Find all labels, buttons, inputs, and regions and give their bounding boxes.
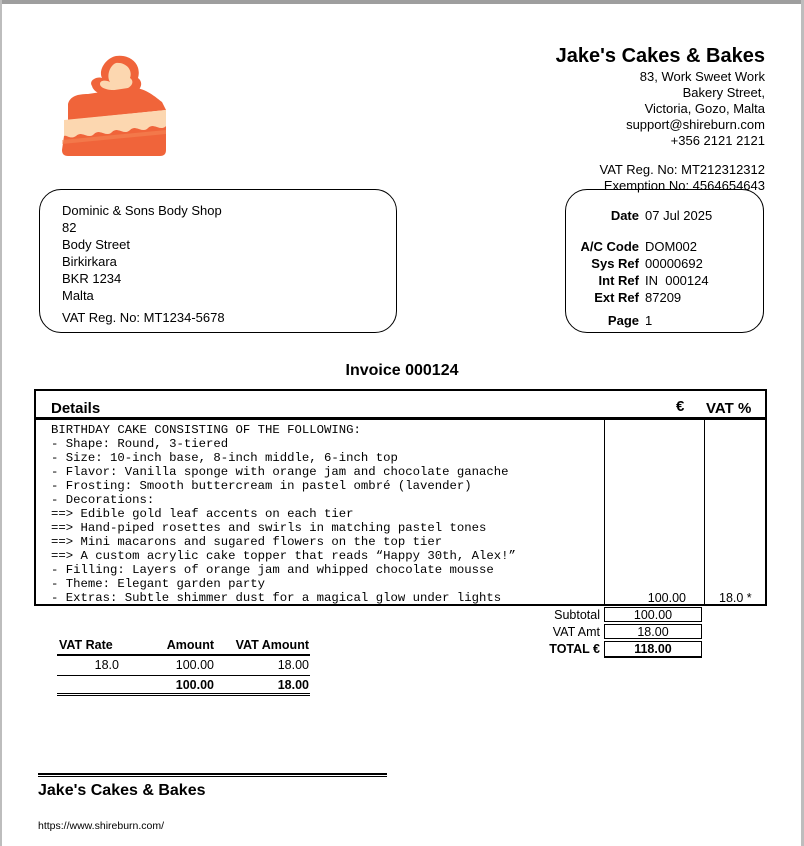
invoice-reference-box <box>565 189 764 333</box>
column-divider <box>704 420 705 606</box>
vat-summary-header: VAT Amount <box>235 638 309 652</box>
window-left-border <box>0 0 2 846</box>
company-phone: +356 2121 2121 <box>670 133 765 148</box>
customer-vat-reg: VAT Reg. No: MT1234-5678 <box>62 310 225 325</box>
ref-ext-ref-label: Ext Ref <box>594 290 639 305</box>
ref-date-label: Date <box>610 208 639 223</box>
column-divider <box>604 420 605 606</box>
customer-address-line: Malta <box>62 288 94 303</box>
vat-summary-amount: 100.00 <box>175 658 214 672</box>
company-header <box>556 44 765 194</box>
customer-address-line: Birkirkara <box>62 254 117 269</box>
vat-amt-value: 18.00 <box>604 624 702 639</box>
company-email: support@shireburn.com <box>626 117 765 132</box>
ref-ext-ref-value: 87209 <box>645 290 682 305</box>
company-address-line: Victoria, Gozo, Malta <box>644 101 765 116</box>
customer-address-box <box>39 189 397 333</box>
footer-company-name: Jake's Cakes & Bakes <box>38 782 206 799</box>
line-item-amount: 100.00 <box>647 591 686 605</box>
vat-summary-total-amount: 100.00 <box>175 678 214 692</box>
customer-address-line: 82 <box>62 220 77 235</box>
subtotal-label: Subtotal <box>554 608 600 622</box>
company-name: Jake's Cakes & Bakes <box>555 45 765 67</box>
ref-sys-ref-label: Sys Ref <box>591 256 639 271</box>
ref-int-ref-value: IN 000124 <box>645 273 709 288</box>
vat-summary-total-vat: 18.00 <box>277 678 309 692</box>
header-details: Details <box>51 400 101 417</box>
divider <box>57 693 310 696</box>
vat-summary-header: Amount <box>166 638 214 652</box>
ref-sys-ref-value: 00000692 <box>645 256 703 271</box>
company-vat-reg: VAT Reg. No: MT212312312 <box>599 162 765 177</box>
company-address-line: Bakery Street, <box>682 85 765 100</box>
customer-address-line: BKR 1234 <box>62 271 122 286</box>
footer-website-link[interactable]: https://www.shireburn.com/ <box>38 820 165 832</box>
customer-name: Dominic & Sons Body Shop <box>62 203 222 218</box>
subtotal-value: 100.00 <box>604 607 702 622</box>
table-header <box>36 391 765 420</box>
divider <box>57 675 310 676</box>
total-label: TOTAL € <box>549 642 600 656</box>
window-top-border <box>0 0 804 4</box>
line-item-description: BIRTHDAY CAKE CONSISTING OF THE FOLLOWING: - Shape: Round, 3-tiered - Size: 10-inch base, 8-inch middle, 6-inch top - Flavor: Vanilla sponge with orange jam and chocolate ganache - Frosting: Smooth buttercream in pastel ombré (lavender) - Decorations: ==> Edible gold leaf accents on each tier ==> Hand-piped rosettes and swirls in matching pastel tones ==> Mini macarons and sugared flowers on the top tier ==> A custom acrylic cake topper that reads “Happy 30th, Alex!” - Filling: Layers of orange jam and whipped chocolate mousse - Theme: Elegant garden party - Extras: Subtle shimmer dust for a magical glow under lights <box>51 423 516 605</box>
company-exemption: Exemption No: 4564654643 <box>603 178 765 193</box>
total-value: 118.00 <box>604 641 702 658</box>
invoice-title: Invoice 000124 <box>345 362 459 379</box>
header-vat-percent: VAT % <box>706 400 752 417</box>
customer-address-line: Body Street <box>62 237 130 252</box>
line-items-table <box>34 389 767 606</box>
footer-divider <box>38 773 387 777</box>
ref-page-label: Page <box>607 313 639 328</box>
divider <box>57 654 310 656</box>
vat-amt-label: VAT Amt <box>552 625 600 639</box>
vat-summary-header: VAT Rate <box>59 638 113 652</box>
ref-page-value: 1 <box>645 313 653 328</box>
ref-ac-code-label: A/C Code <box>580 239 639 254</box>
header-currency: € <box>676 398 685 415</box>
vat-summary-vat-amount: 18.00 <box>277 658 309 672</box>
vat-summary-rate: 18.0 <box>94 658 119 672</box>
ref-ac-code-value: DOM002 <box>645 239 698 254</box>
cake-logo-icon <box>58 50 168 160</box>
ref-int-ref-label: Int Ref <box>598 273 639 288</box>
line-item-vat-percent: 18.0 * <box>719 591 752 605</box>
company-address-line: 83, Work Sweet Work <box>639 69 765 84</box>
ref-date-value: 07 Jul 2025 <box>645 208 713 223</box>
